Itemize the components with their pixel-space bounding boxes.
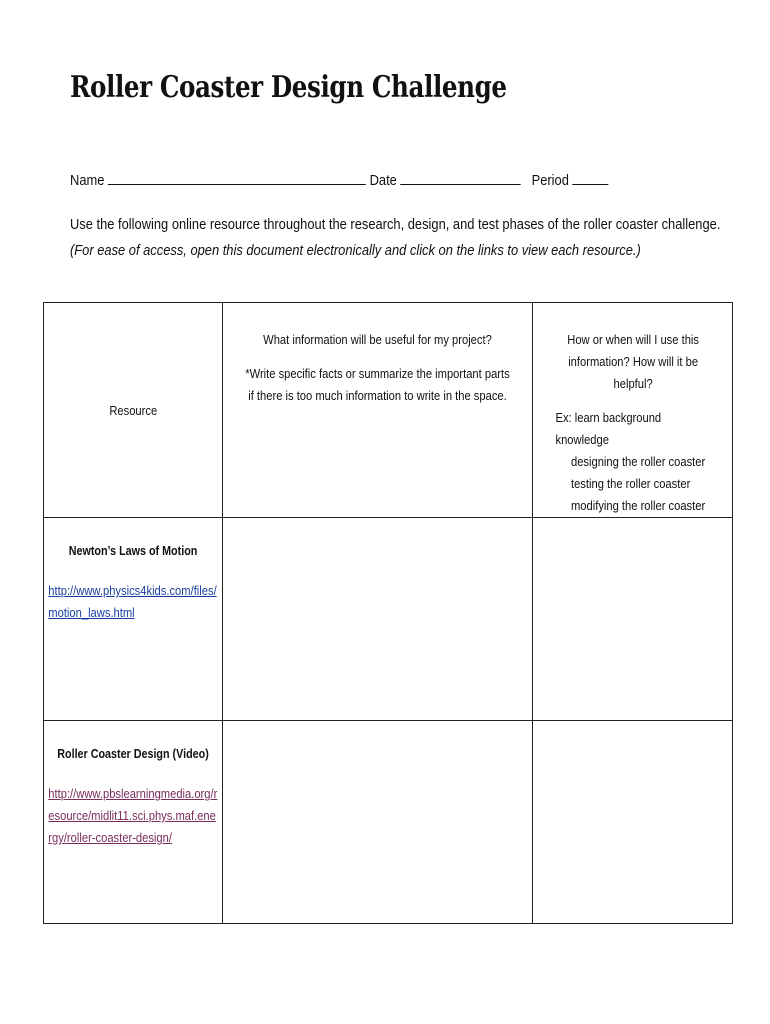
example-2: designing the roller coaster (571, 454, 706, 469)
period-field[interactable] (572, 170, 608, 185)
resource-cell (44, 721, 223, 924)
use-answer-cell[interactable] (533, 518, 733, 721)
header-use-cell (533, 303, 733, 518)
header-resource-label: Resource (109, 402, 158, 418)
header-info-note: *Write specific facts or summarize the important parts if there is too much information to write in the space. (245, 366, 511, 403)
example-3: testing the roller coaster (571, 476, 691, 491)
period-label: Period (531, 172, 569, 189)
resource-link[interactable]: http://www.pbslearningmedia.org/resource/midlit11.sci.phys.maf.energy/roller-coaster-design/ (48, 786, 218, 845)
header-info-cell (223, 303, 533, 518)
date-label: Date (369, 172, 397, 189)
table-row (44, 721, 733, 924)
info-answer-cell[interactable] (223, 518, 533, 721)
table-header-row (44, 303, 733, 518)
name-date-period-line (70, 170, 609, 189)
example-4: modifying the roller coaster (571, 498, 706, 513)
resource-title: Roller Coaster Design (Video) (57, 747, 209, 761)
table-row (44, 518, 733, 721)
header-resource-cell (44, 303, 223, 518)
name-field[interactable] (108, 170, 366, 185)
header-use-question: How or when will I use this information? How will it be helpful? (567, 332, 700, 391)
resource-link[interactable]: http://www.physics4kids.com/files/motion_laws.html (48, 583, 217, 620)
header-info-question: What information will be useful for my project? (263, 332, 493, 347)
use-answer-cell[interactable] (533, 721, 733, 924)
resource-title: Newton’s Laws of Motion (68, 544, 198, 558)
name-label: Name (70, 172, 105, 189)
header-use-examples (551, 407, 717, 517)
resource-table (43, 302, 733, 924)
instructions-line-2: (For ease of access, open this document electronically and click on the links to view each resource.) (70, 242, 641, 259)
date-field[interactable] (400, 170, 520, 185)
resource-cell (44, 518, 223, 721)
example-1: Ex: learn background knowledge (555, 410, 662, 447)
info-answer-cell[interactable] (223, 721, 533, 924)
page-title: Roller Coaster Design Challenge (70, 70, 507, 105)
instructions-line-1: Use the following online resource throughout the research, design, and test phases of the roller coaster challenge. (70, 216, 721, 233)
